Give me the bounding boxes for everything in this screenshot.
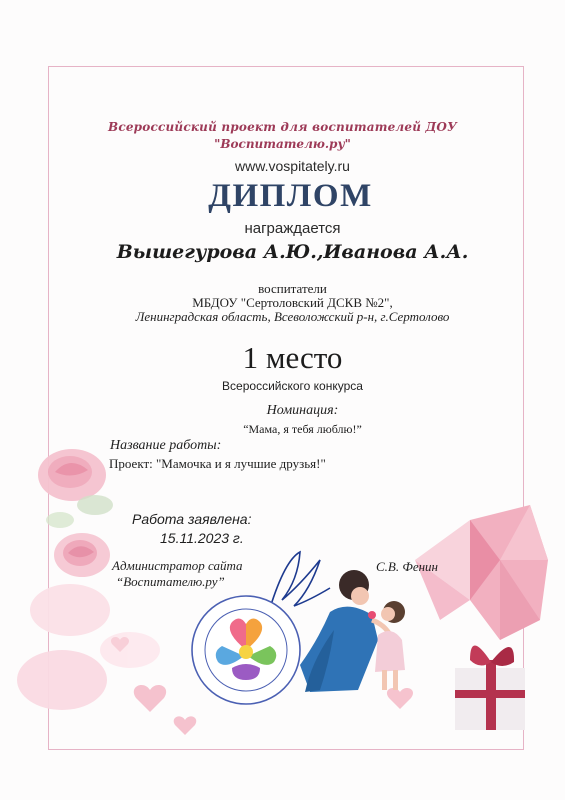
- awarded-text: награждается: [244, 220, 341, 237]
- submitted-date: 15.11.2023 г.: [160, 530, 244, 546]
- award-place: 1 место: [242, 340, 343, 375]
- project-site-name: "Воспитателю.ру": [214, 137, 351, 151]
- contest-name: Всероссийского конкурса: [222, 379, 363, 393]
- institution-name: МБДОУ "Сертоловский ДСКВ №2",: [192, 295, 393, 310]
- work-title-value: Проект: "Мамочка и я лучшие друзья!": [109, 456, 326, 471]
- recipients-names: Вышегурова А.Ю.,Иванова А.А.: [116, 241, 469, 263]
- gift-box: [455, 645, 525, 730]
- institution-address: Ленинградская область, Всеволожский р-н, г.Сертолово: [135, 309, 450, 324]
- signature-scribble: [270, 552, 330, 608]
- website-seal: [192, 596, 300, 704]
- signer-name: С.В. Фенин: [376, 559, 438, 574]
- admin-title: Администратор сайта: [112, 558, 243, 573]
- diploma-title: ДИПЛОМ: [208, 178, 373, 214]
- recipients-role: воспитатели: [258, 281, 327, 296]
- site-url: www.vospitately.ru: [235, 158, 350, 174]
- submitted-label: Работа заявлена:: [132, 511, 252, 527]
- work-title-label: Название работы:: [110, 438, 222, 453]
- admin-site-name: “Воспитателю.ру”: [116, 574, 225, 589]
- nomination-value: “Мама, я тебя люблю!”: [243, 422, 362, 436]
- project-tagline: Всероссийский проект для воспитателей ДОУ: [107, 120, 458, 134]
- mother-child-illustration: [300, 570, 405, 692]
- nomination-label: Номинация:: [266, 403, 339, 418]
